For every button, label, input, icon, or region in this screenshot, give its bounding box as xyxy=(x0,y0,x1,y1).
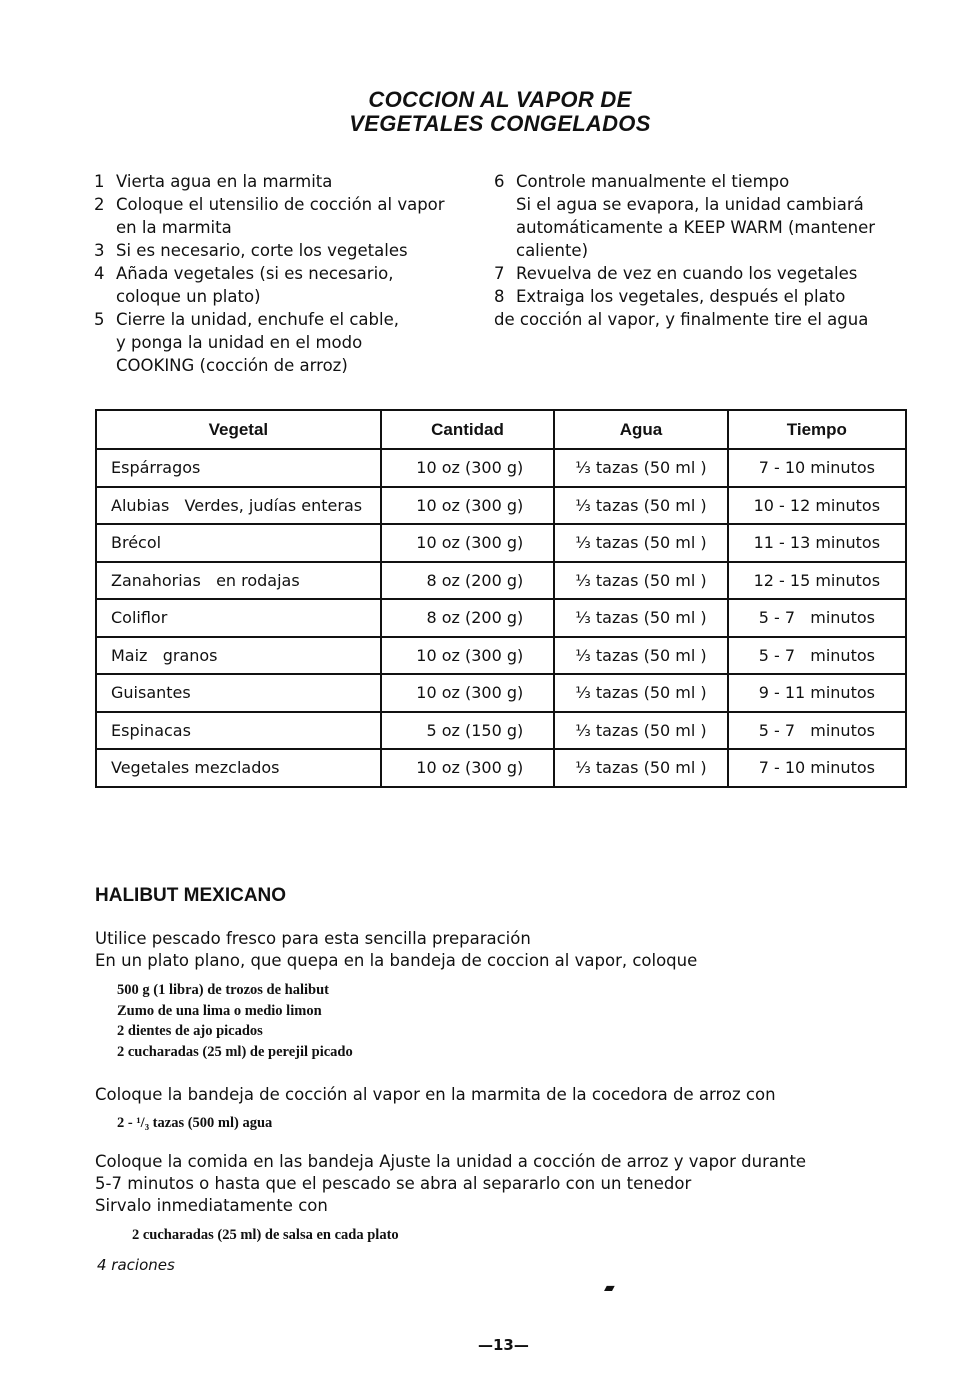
sauce-amount: 2 cucharadas (25 ml) de salsa en cada plato xyxy=(132,1227,399,1243)
table-cell: ⅓ tazas (50 ml ) xyxy=(554,449,727,487)
table-cell: Maiz granos xyxy=(96,637,381,675)
table-row xyxy=(96,637,906,675)
table-cell: Alubias Verdes, judías enteras xyxy=(96,487,381,525)
step-number: 7 xyxy=(494,264,505,283)
table-cell: 5 - 7 minutos xyxy=(728,712,906,750)
recipe-step-3 xyxy=(95,1151,806,1217)
step-number: 3 xyxy=(94,241,105,260)
table-cell: ⅓ tazas (50 ml ) xyxy=(554,749,727,787)
table-cell: 11 - 13 minutos xyxy=(728,524,906,562)
table-cell: ⅓ tazas (50 ml ) xyxy=(554,674,727,712)
step-text: Coloque el utensilio de cocción al vapor xyxy=(116,195,445,214)
column-header: Cantidad xyxy=(381,410,555,449)
step-number: 8 xyxy=(494,287,505,306)
step-text: caliente) xyxy=(516,241,589,260)
step-text: automáticamente a KEEP WARM (mantener xyxy=(516,218,876,237)
step-4 xyxy=(94,262,474,308)
step-line: 5-7 minutos o hasta que el pescado se abra al separarlo con un tenedor xyxy=(95,1174,692,1193)
page-number: —13— xyxy=(478,1336,529,1354)
step-text: COOKING (cocción de arroz) xyxy=(116,356,348,375)
step-3 xyxy=(94,239,474,262)
step-7 xyxy=(494,262,924,285)
table-cell: 5 - 7 minutos xyxy=(728,637,906,675)
step-number: 5 xyxy=(94,310,105,329)
table-cell: 5 oz (150 g) xyxy=(381,712,555,750)
column-header: Vegetal xyxy=(96,410,381,449)
steps-left-column xyxy=(94,170,474,377)
table-cell: 10 oz (300 g) xyxy=(381,674,555,712)
step-line: Sirvalo inmediatamente con xyxy=(95,1196,328,1215)
page-title xyxy=(0,88,954,136)
column-header: Tiempo xyxy=(728,410,906,449)
step-text: Si es necesario, corte los vegetales xyxy=(116,241,408,260)
recipe-title: HALIBUT MEXICANO xyxy=(95,885,287,906)
table-cell: 12 - 15 minutos xyxy=(728,562,906,600)
recipe-intro xyxy=(95,928,697,972)
intro-line: En un plato plano, que quepa en la bandeja de coccion al vapor, coloque xyxy=(95,951,698,970)
step-text: Extraiga los vegetales, después el plato xyxy=(516,287,846,306)
step-5 xyxy=(94,308,474,377)
table-cell: 5 - 7 minutos xyxy=(728,599,906,637)
table-cell: 10 - 12 minutos xyxy=(728,487,906,525)
step-2 xyxy=(94,193,474,239)
table-cell: 10 oz (300 g) xyxy=(381,449,555,487)
table-cell: 8 oz (200 g) xyxy=(381,562,555,600)
table-row xyxy=(96,674,906,712)
step-text: coloque un plato) xyxy=(116,287,261,306)
table-cell: 10 oz (300 g) xyxy=(381,487,555,525)
step-8-continuation: de cocción al vapor, y finalmente tire el agua xyxy=(494,310,869,329)
table-header-row xyxy=(96,410,906,449)
table-cell: 7 - 10 minutos xyxy=(728,749,906,787)
step-6 xyxy=(494,170,924,262)
ingredient-item: 2 cucharadas (25 ml) de perejil picado xyxy=(117,1043,353,1060)
table-cell: ⅓ tazas (50 ml ) xyxy=(554,637,727,675)
step-number: 4 xyxy=(94,264,105,283)
vegetable-table xyxy=(95,409,907,788)
servings: 4 raciones xyxy=(97,1256,175,1274)
step-number: 2 xyxy=(94,195,105,214)
ingredient-item: 500 g (1 libra) de trozos de halibut xyxy=(117,982,329,998)
step-1 xyxy=(94,170,474,193)
table-row xyxy=(96,712,906,750)
step-text: Cierre la unidad, enchufe el cable, xyxy=(116,310,399,329)
step-8 xyxy=(494,285,924,308)
ingredient-item: 2 dientes de ajo picados xyxy=(117,1023,263,1039)
step-number: 6 xyxy=(494,172,505,191)
step-text: Controle manualmente el tiempo xyxy=(516,172,790,191)
print-mark: ▰ xyxy=(604,1280,615,1296)
table-cell: Coliflor xyxy=(96,599,381,637)
table-cell: Espárragos xyxy=(96,449,381,487)
steps-right-column xyxy=(494,170,924,331)
table-cell: ⅓ tazas (50 ml ) xyxy=(554,562,727,600)
table-cell: ⅓ tazas (50 ml ) xyxy=(554,487,727,525)
table-row xyxy=(96,749,906,787)
table-cell: Brécol xyxy=(96,524,381,562)
table-cell: Guisantes xyxy=(96,674,381,712)
table-cell: 9 - 11 minutos xyxy=(728,674,906,712)
table-cell: Zanahorias en rodajas xyxy=(96,562,381,600)
table-cell: 8 oz (200 g) xyxy=(381,599,555,637)
ingredient-item: Zumo de una lima o medio limon xyxy=(117,1002,322,1019)
table-cell: ⅓ tazas (50 ml ) xyxy=(554,712,727,750)
table-cell: Vegetales mezclados xyxy=(96,749,381,787)
column-header: Agua xyxy=(554,410,727,449)
step-text: y ponga la unidad en el modo xyxy=(116,333,363,352)
water-amount: 2 - ¹/₃ tazas (500 ml) agua xyxy=(117,1115,273,1131)
step-text: Vierta agua en la marmita xyxy=(116,172,333,191)
ingredient-list xyxy=(117,980,353,1062)
table-cell: 10 oz (300 g) xyxy=(381,637,555,675)
table-row xyxy=(96,449,906,487)
table-row xyxy=(96,524,906,562)
step-number: 1 xyxy=(94,172,105,191)
intro-line: Utilice pescado fresco para esta sencilla preparación xyxy=(95,929,531,948)
table-cell: 10 oz (300 g) xyxy=(381,524,555,562)
step-text: Si el agua se evapora, la unidad cambiará xyxy=(516,195,864,214)
table-row xyxy=(96,599,906,637)
table-cell: ⅓ tazas (50 ml ) xyxy=(554,524,727,562)
step-text: Revuelva de vez en cuando los vegetales xyxy=(516,264,858,283)
table-row xyxy=(96,562,906,600)
table-row xyxy=(96,487,906,525)
step-text: Añada vegetales (si es necesario, xyxy=(116,264,394,283)
recipe-step-2: Coloque la bandeja de cocción al vapor en la marmita de la cocedora de arroz con xyxy=(95,1085,776,1104)
title-line-2: VEGETALES CONGELADOS xyxy=(349,111,651,136)
title-line-1: COCCION AL VAPOR DE xyxy=(368,87,632,112)
table-cell: ⅓ tazas (50 ml ) xyxy=(554,599,727,637)
step-line: Coloque la comida en las bandeja Ajuste la unidad a cocción de arroz y vapor durante xyxy=(95,1152,807,1171)
table-cell: 10 oz (300 g) xyxy=(381,749,555,787)
step-text: en la marmita xyxy=(116,218,232,237)
table-cell: Espinacas xyxy=(96,712,381,750)
table-cell: 7 - 10 minutos xyxy=(728,449,906,487)
